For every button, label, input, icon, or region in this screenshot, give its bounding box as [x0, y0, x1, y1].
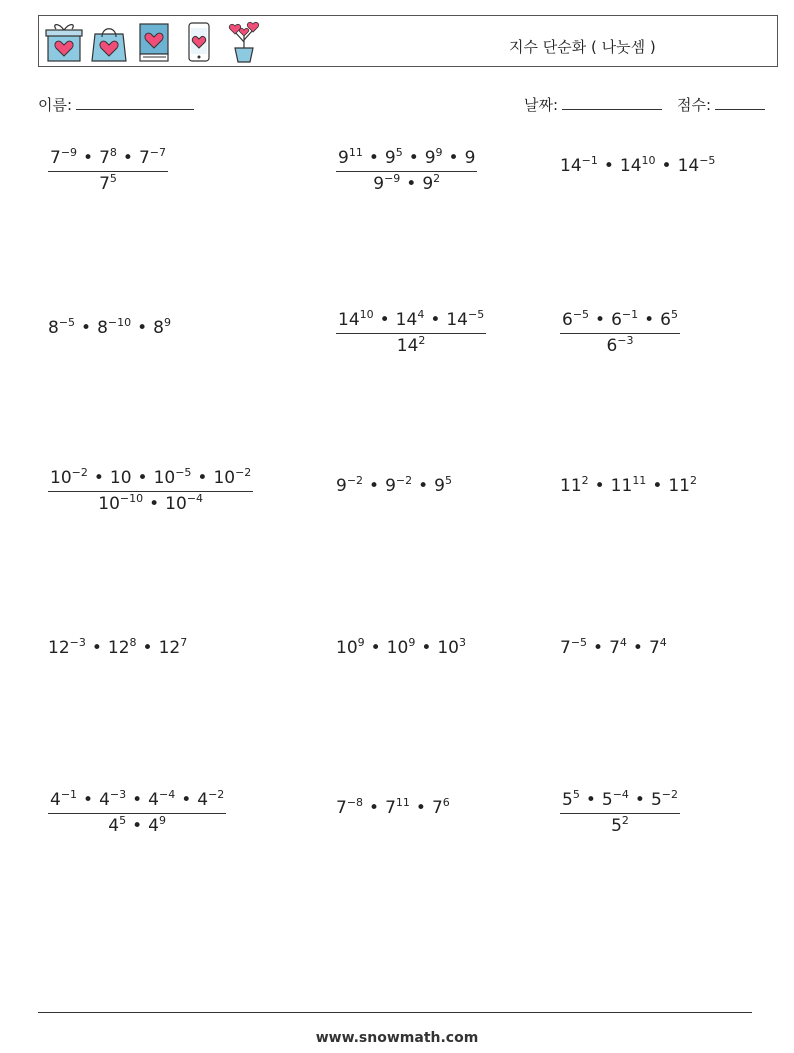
flower-pot-hearts-icon [224, 20, 264, 64]
problem [560, 638, 667, 658]
problem [48, 790, 226, 836]
base: 4 [99, 790, 110, 810]
expression [48, 638, 187, 658]
numerator [336, 148, 477, 171]
footer-url: www.snowmath.com [315, 1030, 479, 1046]
numerator [336, 310, 486, 333]
multiply-dot: • [91, 638, 102, 658]
base: 5 [650, 790, 662, 810]
base: 9 [385, 476, 396, 496]
power-term [434, 476, 452, 496]
fraction [48, 790, 226, 836]
denominator [48, 813, 226, 836]
multiply-dot: • [585, 790, 596, 810]
base: 4 [148, 816, 159, 836]
base: 6 [562, 310, 573, 330]
base: 8 [153, 318, 164, 338]
score-line[interactable] [715, 95, 765, 110]
name-label: 이름: [38, 96, 73, 114]
problem [48, 468, 253, 514]
exponent: −8 [346, 796, 364, 809]
power-term [338, 148, 363, 168]
exponent: −2 [395, 474, 413, 487]
power-term [560, 638, 587, 658]
power-term [373, 174, 400, 194]
power-term [678, 156, 716, 176]
multiply-dot: • [632, 638, 643, 658]
exponent: −7 [149, 146, 166, 159]
exponent: 2 [433, 172, 441, 185]
exponent: −1 [60, 788, 78, 801]
phone-heart-icon [179, 20, 219, 64]
score-label: 점수: [677, 96, 712, 114]
base: 4 [108, 816, 120, 836]
power-term [606, 336, 633, 356]
exponent: 5 [109, 172, 117, 185]
base: 10 [153, 468, 176, 488]
multiply-dot: • [93, 468, 104, 488]
exponent: 4 [417, 308, 425, 321]
multiply-dot: • [595, 310, 606, 330]
exponent: −5 [572, 308, 590, 321]
power-term [396, 310, 425, 330]
power-term [48, 318, 75, 338]
name-line[interactable] [76, 95, 194, 110]
footer-divider [38, 1012, 752, 1013]
multiply-dot: • [370, 638, 381, 658]
numerator [48, 468, 253, 491]
exponent: −4 [186, 492, 204, 505]
denominator [48, 171, 168, 194]
base: 5 [601, 790, 613, 810]
base: 10 [165, 494, 187, 514]
exponent: 9 [435, 146, 443, 159]
power-term [437, 638, 466, 658]
base: 14 [396, 336, 419, 356]
base: 14 [619, 156, 642, 176]
base: 12 [107, 638, 130, 658]
denominator [336, 333, 486, 356]
power-term [651, 790, 678, 810]
denominator [560, 333, 680, 356]
base: 7 [609, 638, 620, 658]
base: 14 [395, 310, 418, 330]
exponent: −2 [661, 788, 678, 801]
fraction [336, 148, 477, 194]
fraction [560, 790, 680, 836]
base: 14 [560, 156, 582, 176]
multiply-dot: • [644, 310, 655, 330]
multiply-dot: • [149, 494, 160, 514]
base: 5 [611, 816, 622, 836]
expression [560, 476, 697, 496]
power-term [660, 310, 678, 330]
power-term [446, 310, 484, 330]
exponent: −4 [158, 788, 176, 801]
exponent: −9 [384, 172, 401, 185]
problem [336, 638, 466, 658]
power-term [385, 148, 403, 168]
multiply-dot: • [430, 310, 441, 330]
base: 10 [336, 638, 358, 658]
multiply-dot: • [197, 468, 208, 488]
score-field [677, 94, 765, 115]
fraction [336, 310, 486, 356]
problem [336, 476, 452, 496]
power-term [336, 798, 363, 818]
power-term [99, 148, 117, 168]
base: 7 [99, 174, 110, 194]
exponent: 2 [581, 474, 589, 487]
power-term [50, 148, 77, 168]
problem [336, 798, 450, 818]
power-term [562, 310, 589, 330]
multiply-dot: • [408, 148, 419, 168]
power-term [110, 468, 132, 488]
base: 7 [560, 638, 571, 658]
worksheet-title: 지수 단순화 ( 나눗셈 ) [509, 38, 656, 56]
exponent: −2 [235, 466, 252, 479]
problem [48, 638, 187, 658]
power-term [560, 476, 589, 496]
power-term [602, 790, 629, 810]
power-term [336, 476, 363, 496]
exponent: 10 [641, 154, 656, 167]
exponent: −3 [69, 636, 86, 649]
date-label: 날짜: [524, 96, 559, 114]
power-term [338, 310, 374, 330]
denominator [560, 813, 680, 836]
power-term [99, 174, 117, 194]
base: 6 [611, 310, 622, 330]
denominator [48, 491, 253, 514]
exponent: −5 [699, 154, 716, 167]
exponent: 9 [163, 316, 171, 329]
base: 7 [431, 798, 443, 818]
numerator [560, 790, 680, 813]
base: 4 [50, 790, 61, 810]
expression [336, 476, 452, 496]
power-term [668, 476, 697, 496]
multiply-dot: • [421, 638, 432, 658]
base: 11 [610, 476, 633, 496]
power-term [159, 638, 188, 658]
exponent: −1 [581, 154, 598, 167]
expression [336, 638, 466, 658]
base: 12 [48, 638, 70, 658]
power-term [611, 310, 638, 330]
numerator [560, 310, 680, 333]
power-term [108, 816, 126, 836]
problem [336, 148, 477, 194]
base: 9 [384, 148, 396, 168]
exponent: −1 [621, 308, 639, 321]
exponent: 9 [357, 636, 365, 649]
multiply-dot: • [661, 156, 672, 176]
base: 10 [98, 494, 120, 514]
multiply-dot: • [369, 476, 380, 496]
date-line[interactable] [562, 95, 662, 110]
exponent: 4 [619, 636, 627, 649]
multiply-dot: • [83, 148, 94, 168]
multiply-dot: • [415, 798, 426, 818]
problem [560, 790, 680, 836]
multiply-dot: • [652, 476, 663, 496]
power-term [50, 790, 77, 810]
base: 14 [446, 310, 468, 330]
power-term [154, 468, 192, 488]
power-term [336, 638, 365, 658]
base: 7 [50, 148, 61, 168]
exponent: −9 [60, 146, 78, 159]
problem [560, 310, 680, 356]
exponent: −5 [467, 308, 485, 321]
problem [560, 476, 697, 496]
exponent: −3 [617, 334, 634, 347]
shopping-bag-heart-icon [89, 20, 129, 64]
expression [336, 798, 450, 818]
multiply-dot: • [634, 790, 645, 810]
multiply-dot: • [603, 156, 614, 176]
base: 7 [138, 148, 150, 168]
base: 10 [109, 468, 132, 488]
exponent: −2 [346, 474, 364, 487]
base: 10 [386, 638, 409, 658]
power-term [197, 790, 224, 810]
exponent: −3 [109, 788, 127, 801]
exponent: 2 [689, 474, 697, 487]
power-term [387, 638, 416, 658]
power-term [432, 798, 450, 818]
base: 8 [48, 318, 59, 338]
multiply-dot: • [137, 468, 148, 488]
base: 6 [606, 336, 618, 356]
exponent: 6 [442, 796, 450, 809]
base: 7 [648, 638, 660, 658]
base: 10 [213, 468, 236, 488]
exponent: 11 [395, 796, 410, 809]
base: 9 [422, 174, 434, 194]
problem [336, 310, 486, 356]
base: 9 [424, 148, 436, 168]
fraction [48, 468, 253, 514]
fraction [560, 310, 680, 356]
power-term [562, 790, 580, 810]
power-term [213, 468, 251, 488]
exponent: −2 [208, 788, 225, 801]
base: 9 [336, 476, 347, 496]
base: 9 [464, 148, 476, 168]
base: 9 [373, 174, 385, 194]
power-term [465, 148, 476, 168]
exponent: −2 [71, 466, 88, 479]
exponent: 9 [408, 636, 416, 649]
power-term [649, 638, 667, 658]
multiply-dot: • [448, 148, 459, 168]
problem [48, 318, 171, 338]
name-field [38, 94, 194, 115]
expression [560, 156, 715, 176]
problem [48, 148, 168, 194]
exponent: −10 [107, 316, 132, 329]
power-term [620, 156, 656, 176]
fraction [48, 148, 168, 194]
exponent: 3 [458, 636, 466, 649]
exponent: 11 [632, 474, 647, 487]
multiply-dot: • [418, 476, 429, 496]
base: 4 [197, 790, 209, 810]
header-box [38, 15, 778, 67]
power-term [139, 148, 166, 168]
power-term [422, 174, 440, 194]
power-term [50, 468, 88, 488]
multiply-dot: • [132, 790, 143, 810]
multiply-dot: • [142, 638, 153, 658]
exponent: 2 [621, 814, 629, 827]
numerator [48, 790, 226, 813]
base: 10 [437, 638, 459, 658]
multiply-dot: • [137, 318, 148, 338]
base: 11 [560, 476, 582, 496]
power-term [148, 816, 166, 836]
multiply-dot: • [181, 790, 192, 810]
power-term [148, 790, 175, 810]
base: 5 [562, 790, 573, 810]
power-term [560, 156, 598, 176]
denominator [336, 171, 477, 194]
power-term [611, 816, 629, 836]
base: 7 [99, 148, 110, 168]
exponent: −4 [612, 788, 629, 801]
exponent: 7 [180, 636, 188, 649]
base: 4 [148, 790, 159, 810]
base: 14 [677, 156, 700, 176]
base: 10 [50, 468, 72, 488]
exponent: 2 [418, 334, 426, 347]
exponent: 5 [119, 814, 127, 827]
exponent: 4 [659, 636, 667, 649]
power-term [108, 638, 137, 658]
power-term [385, 798, 410, 818]
exponent: 5 [395, 146, 403, 159]
power-term [99, 790, 126, 810]
date-field [524, 94, 662, 115]
base: 14 [338, 310, 360, 330]
power-term [397, 336, 426, 356]
exponent: 8 [109, 146, 117, 159]
base: 9 [338, 148, 349, 168]
base: 6 [660, 310, 671, 330]
power-term [425, 148, 443, 168]
power-term [98, 494, 143, 514]
exponent: 10 [359, 308, 374, 321]
base: 7 [336, 798, 347, 818]
expression [48, 318, 171, 338]
power-term [48, 638, 86, 658]
base: 7 [385, 798, 396, 818]
exponent: 9 [158, 814, 166, 827]
base: 8 [97, 318, 108, 338]
exponent: 11 [348, 146, 363, 159]
numerator [48, 148, 168, 171]
exponent: −10 [119, 492, 144, 505]
multiply-dot: • [593, 638, 604, 658]
gift-heart-icon [44, 20, 84, 64]
power-term [385, 476, 412, 496]
multiply-dot: • [83, 790, 94, 810]
base: 9 [434, 476, 445, 496]
power-term [153, 318, 171, 338]
multiply-dot: • [379, 310, 390, 330]
exponent: −5 [570, 636, 588, 649]
power-term [611, 476, 647, 496]
exponent: 8 [129, 636, 137, 649]
problem [560, 156, 715, 176]
multiply-dot: • [594, 476, 605, 496]
book-heart-icon [134, 20, 174, 64]
base: 11 [668, 476, 690, 496]
multiply-dot: • [406, 174, 417, 194]
multiply-dot: • [368, 148, 379, 168]
expression [560, 638, 667, 658]
multiply-dot: • [132, 816, 143, 836]
exponent: 5 [670, 308, 678, 321]
power-term [165, 494, 203, 514]
exponent: 5 [572, 788, 580, 801]
exponent: −5 [58, 316, 76, 329]
power-term [97, 318, 131, 338]
base: 12 [158, 638, 181, 658]
multiply-dot: • [369, 798, 380, 818]
exponent: 5 [444, 474, 452, 487]
multiply-dot: • [122, 148, 133, 168]
multiply-dot: • [81, 318, 92, 338]
exponent: −5 [175, 466, 192, 479]
power-term [609, 638, 627, 658]
